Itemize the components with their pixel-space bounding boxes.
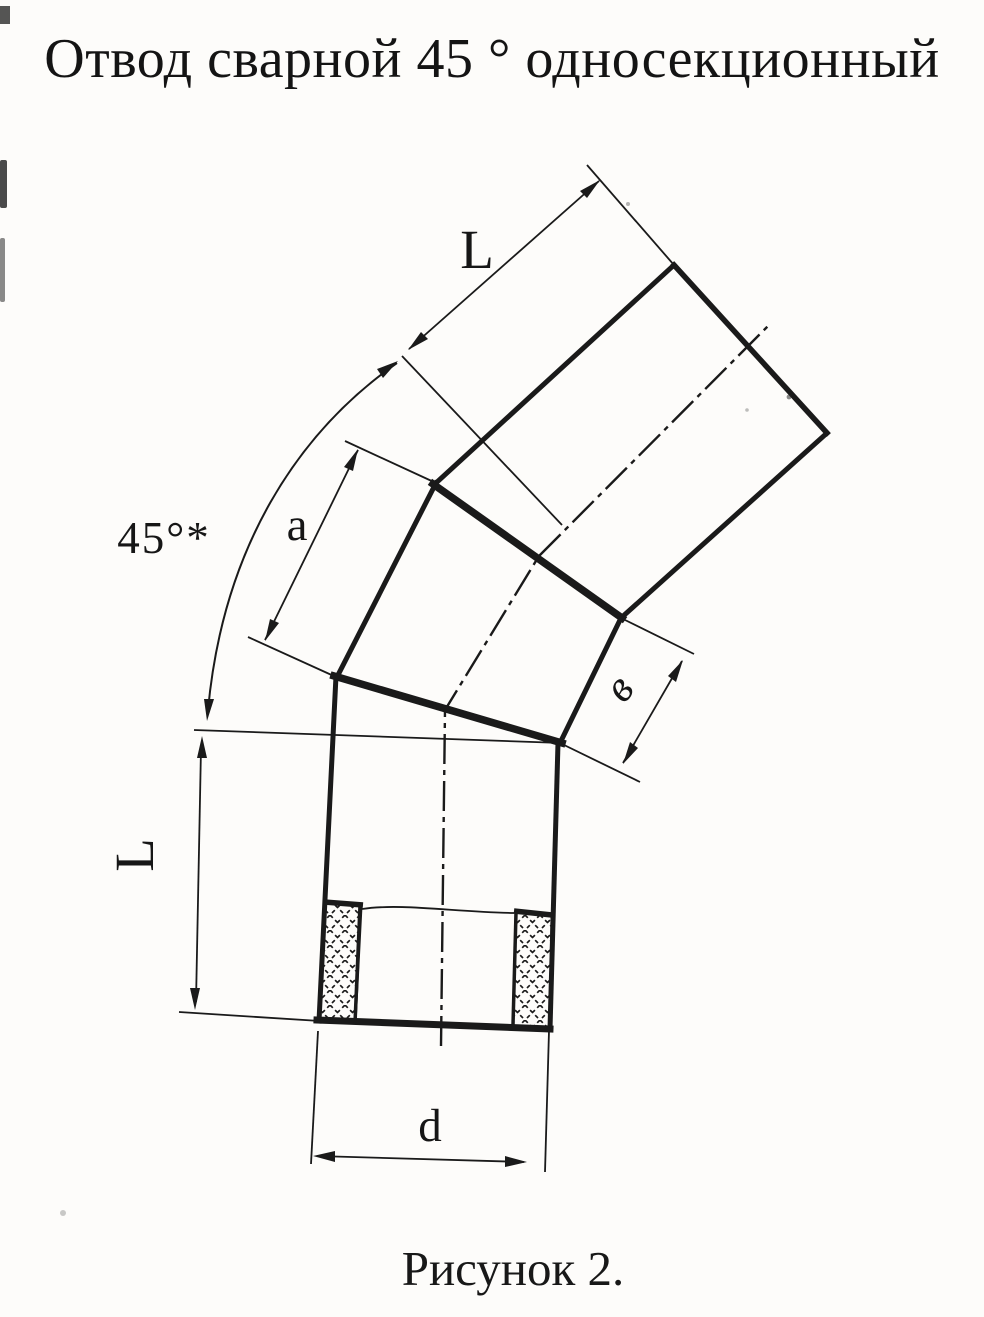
scan-speck xyxy=(626,202,630,206)
dim-line xyxy=(409,181,599,349)
label-b: в xyxy=(593,665,644,711)
ext-line-right xyxy=(545,1031,549,1172)
wall-crosshatch xyxy=(318,902,552,1028)
label-a: a xyxy=(286,499,308,551)
top-pipe-right-edge xyxy=(621,433,827,618)
ext-line-lower xyxy=(179,1012,320,1021)
arrowhead-upper xyxy=(344,449,358,471)
middle-section-left-edge xyxy=(337,483,436,677)
elbow-drawing xyxy=(0,6,827,1216)
scan-noise xyxy=(0,6,791,1216)
arrowhead-lower xyxy=(265,619,279,641)
dimension-L-top xyxy=(402,165,674,525)
arrowhead-upper xyxy=(197,736,207,758)
top-pipe-left-edge xyxy=(436,265,674,483)
pipe-outlines xyxy=(317,265,827,1029)
ext-line-lower xyxy=(248,637,336,677)
scan-smudge xyxy=(0,6,10,24)
right-wall-section xyxy=(513,912,551,1028)
label-L-left: L xyxy=(104,838,165,872)
page-title: Отвод сварной 45 ° односекционный xyxy=(44,28,940,90)
scan-smudge xyxy=(0,160,7,208)
upper-weld-seam xyxy=(433,484,622,618)
bore-end-line xyxy=(362,907,514,913)
arrowhead-left xyxy=(313,1151,335,1162)
arrowhead-lower xyxy=(190,988,200,1010)
dimension-d xyxy=(311,1031,549,1172)
ext-line-upper xyxy=(194,730,562,743)
angle-45-arc xyxy=(117,361,398,721)
dimension-a xyxy=(248,441,436,677)
bottom-pipe-right-edge xyxy=(550,743,558,1029)
lower-weld-seam xyxy=(334,676,562,743)
top-pipe-end-face xyxy=(674,265,827,433)
ext-line-upper xyxy=(587,165,674,265)
ext-line-upper xyxy=(345,441,436,483)
arrowhead-right xyxy=(505,1156,527,1167)
arrowhead-lower xyxy=(204,699,214,721)
dim-line xyxy=(317,1156,524,1162)
dim-line xyxy=(196,748,201,1002)
figure-caption: Рисунок 2. xyxy=(401,1241,625,1296)
dim-line xyxy=(265,450,358,640)
arrowhead-upper xyxy=(668,660,683,682)
scan-speck xyxy=(60,1210,66,1216)
scan-speck xyxy=(745,408,749,412)
scan-smudge xyxy=(0,238,5,302)
ext-line-left xyxy=(311,1031,318,1164)
arrowhead-lower xyxy=(623,742,638,764)
left-wall-top-edge xyxy=(324,902,363,905)
label-angle: 45°* xyxy=(117,513,211,563)
ext-line-upper xyxy=(621,618,694,654)
label-L-top: L xyxy=(460,219,494,280)
scan-speck xyxy=(787,395,792,400)
label-d: d xyxy=(418,1100,442,1152)
